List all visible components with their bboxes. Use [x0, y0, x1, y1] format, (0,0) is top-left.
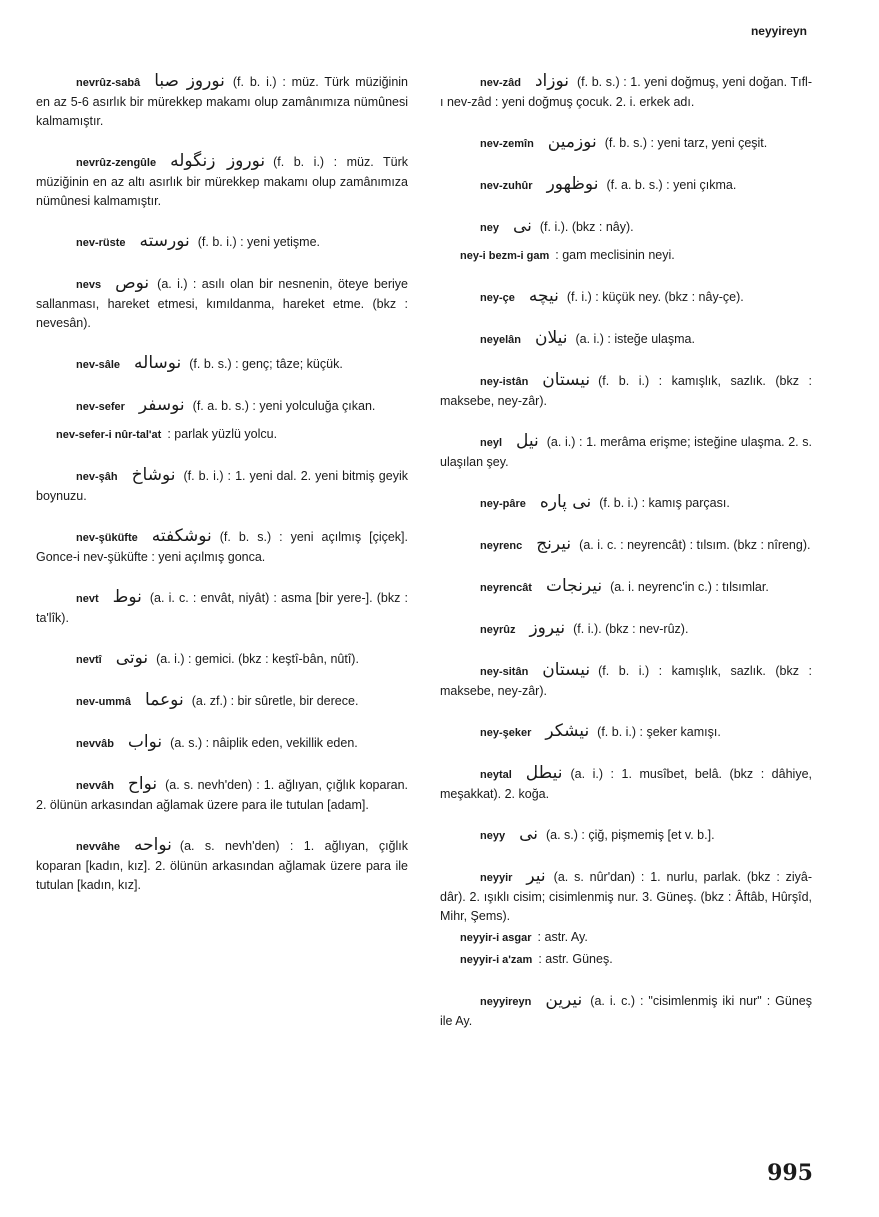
entry-arabic-script: نيروز — [529, 618, 566, 638]
entry-headword: nevs — [76, 279, 102, 291]
entry-arabic-script: نوط — [112, 587, 142, 607]
entry-definition: (f. i.) : küçük ney. (bkz : nây-çe). — [566, 290, 744, 304]
dictionary-entry — [36, 232, 408, 253]
entry-arabic-script: نوزاد — [534, 71, 569, 91]
entry-arabic-script: نوص — [115, 273, 150, 293]
entry-headword: nev-şüküfte — [76, 532, 138, 544]
dictionary-entry — [440, 991, 812, 1031]
dictionary-entry — [36, 691, 408, 712]
entry-arabic-script: نيستان — [542, 660, 591, 680]
dictionary-subentry — [440, 950, 812, 970]
entry-headword: neyyir — [480, 872, 513, 884]
dictionary-entry — [440, 825, 812, 846]
page-number: 995 — [767, 1160, 813, 1186]
right-column — [440, 72, 812, 1052]
entry-definition: (a. i.) : 1. musîbet, belâ. (bkz : dâhiye, meşakkat). 2. koğa. — [440, 767, 812, 801]
dictionary-entry — [440, 577, 812, 598]
entry-definition: (a. s.) : çiğ, pişmemiş [et v. b.]. — [545, 828, 715, 842]
entry-arabic-script: نيشكر — [545, 721, 590, 741]
entry-headword: ney-pâre — [480, 498, 526, 510]
entry-arabic-script: نوعما — [145, 690, 184, 710]
entry-headword: nevt — [76, 593, 99, 605]
dictionary-entry — [440, 287, 812, 308]
dictionary-entry — [440, 722, 812, 743]
entry-headword: neyrenc — [480, 540, 523, 552]
entry-headword: nevrûz-zengûle — [76, 157, 157, 169]
entry-definition: (a. i.) : asılı olan bir nesnenin, öteye beriye sallanması, hareket etmesi, kımıldanma, hareket etme. (bkz : nevesân). — [36, 277, 408, 330]
dictionary-entry — [36, 588, 408, 628]
entry-arabic-script: نيطل — [525, 763, 563, 783]
dictionary-entry — [440, 133, 812, 154]
entry-headword: ney-şeker — [480, 727, 532, 739]
dictionary-subentry — [440, 246, 812, 266]
running-head: neyyireyn — [750, 24, 807, 38]
entry-definition: (a. s. nûr'dan) : 1. nurlu, parlak. (bkz : ziyâ-dâr). 2. ışıklı cisim; cisimlenmiş nur. 3. Güneş. (bkz : Âftâb, Hûrşîd, Mihr, Şems). — [440, 870, 812, 923]
entry-headword: nevrûz-sabâ — [76, 77, 141, 89]
entry-headword: neyyir-i asgar — [460, 932, 532, 944]
dictionary-entry — [440, 867, 812, 926]
entry-headword: nev-zâd — [480, 77, 521, 89]
entry-headword: nev-rüste — [76, 237, 126, 249]
entry-headword: nev-şâh — [76, 471, 118, 483]
entry-arabic-script: نوظهور — [546, 174, 599, 194]
entry-headword: nev-ummâ — [76, 696, 132, 708]
entry-definition: (f. b. i.) : yeni yetişme. — [197, 235, 321, 249]
entry-headword: nev-zemîn — [480, 138, 534, 150]
entry-headword: nevvâb — [76, 738, 114, 750]
entry-headword: neyrencât — [480, 582, 532, 594]
entry-arabic-script: نوروز صبا — [154, 71, 225, 91]
entry-headword: ney-i bezm-i gam — [460, 250, 550, 262]
entry-headword: neyyireyn — [480, 996, 532, 1008]
entry-headword: neytal — [480, 769, 512, 781]
dictionary-entry — [440, 764, 812, 804]
entry-definition: (f. b. s.) : yeni tarz, yeni çeşit. — [604, 136, 768, 150]
entry-arabic-script: نيل — [516, 431, 539, 451]
entry-definition: (a. i.) : isteğe ulaşma. — [575, 332, 695, 346]
entry-headword: neyyir-i a'zam — [460, 954, 533, 966]
entry-definition: (f. i.). (bkz : nev-rûz). — [573, 622, 689, 636]
dictionary-entry — [36, 649, 408, 670]
entry-arabic-script: نى — [519, 824, 538, 844]
dictionary-entry — [36, 152, 408, 211]
entry-arabic-script: نوشاخ — [131, 465, 176, 485]
entry-definition: (a. i.) : 1. merâma erişme; isteğine ulaşma. 2. s. ulaşılan şey. — [440, 435, 812, 469]
entry-arabic-script: نيستان — [542, 370, 591, 390]
dictionary-entry — [36, 274, 408, 333]
entry-definition: (f. b. i.) : 1. yeni dal. 2. yeni bitmiş geyik boynuzu. — [36, 469, 408, 503]
entry-arabic-script: نواب — [127, 732, 163, 752]
entry-definition: (a. i. c. : neyrencât) : tılsım. (bkz : nîreng). — [579, 538, 811, 552]
dictionary-entry — [440, 493, 812, 514]
entry-arabic-script: نوساله — [134, 353, 182, 373]
entry-arabic-script: نوتى — [115, 648, 149, 668]
dictionary-subentry — [36, 425, 408, 445]
entry-arabic-script: نيچه — [528, 286, 559, 306]
entry-headword: nev-sâle — [76, 359, 121, 371]
dictionary-entry — [440, 432, 812, 472]
entry-arabic-script: نورسته — [139, 231, 190, 251]
entry-definition: (a. s. nevh'den) : 1. ağlıyan, çığlık koparan. 2. ölünün arkasından ağlamak üzere para ile tutulan [adam]. — [36, 778, 408, 812]
entry-arabic-script: نى — [512, 216, 532, 236]
dictionary-entry — [36, 396, 408, 417]
entry-headword: neyelân — [480, 334, 521, 346]
entry-headword: nev-sefer-i nûr-tal'at — [56, 429, 162, 441]
dictionary-subentry — [440, 928, 812, 948]
dictionary-entry — [440, 535, 812, 556]
entry-definition: : parlak yüzlü yolcu. — [167, 427, 278, 441]
dictionary-entry — [36, 466, 408, 506]
entry-headword: nevtî — [76, 654, 102, 666]
entry-definition: (f. a. b. s.) : yeni yolculuğa çıkan. — [192, 399, 376, 413]
entry-arabic-script: نيرين — [545, 990, 583, 1010]
entry-headword: nevvâhe — [76, 841, 121, 853]
left-column — [36, 72, 408, 916]
dictionary-entry — [440, 371, 812, 411]
dictionary-entry — [440, 619, 812, 640]
dictionary-entry — [36, 836, 408, 895]
entry-headword: ney-sitân — [480, 666, 529, 678]
entry-headword: ney-çe — [480, 292, 515, 304]
entry-definition: (a. i. c. : envât, niyât) : asma [bir yere-]. (bkz : ta'lîk). — [36, 591, 408, 625]
entry-definition: (a. i.) : gemici. (bkz : keştî-bân, nûtî). — [156, 652, 359, 666]
dictionary-entry — [440, 175, 812, 196]
entry-arabic-script: نوروز زنگوله — [170, 151, 266, 171]
entry-definition: (f. b. i.) : müz. Türk müziğinin en az 5-6 asırlık bir mürekkep makamı olup zamânımıza nümûnesi kalmamıştır. — [36, 75, 409, 128]
dictionary-entry — [440, 72, 812, 112]
entry-arabic-script: نيلان — [534, 328, 568, 348]
dictionary-entry — [440, 661, 812, 701]
entry-definition: (a. s. nevh'den) : 1. ağlıyan, çığlık koparan [kadın, kız]. 2. ölünün arkasından ağlamak üzere para ile tutulan [kadın, kız]. — [36, 839, 408, 892]
entry-definition: (a. i. neyrenc'in c.) : tılsımlar. — [610, 580, 769, 594]
entry-definition: (f. a. b. s.) : yeni çıkma. — [606, 178, 737, 192]
entry-headword: nev-sefer — [76, 401, 125, 413]
entry-headword: neyy — [480, 830, 506, 842]
dictionary-entry — [36, 775, 408, 815]
entry-headword: nevvâh — [76, 780, 114, 792]
entry-definition: (f. b. s.) : 1. yeni doğmuş, yeni doğan. Tıfl-ı nev-zâd : yeni doğmuş çocuk. 2. i. erkek adı. — [440, 75, 812, 109]
entry-headword: nev-zuhûr — [480, 180, 533, 192]
entry-arabic-script: نوشکفته — [151, 526, 212, 546]
entry-definition: (f. b. i.) : kamışlık, sazlık. (bkz : maksebe, ney-zâr). — [440, 374, 812, 408]
entry-definition: : gam meclisinin neyi. — [555, 248, 675, 262]
dictionary-entry — [36, 72, 408, 131]
entry-definition: (a. i. c.) : "cisimlenmiş iki nur" : Güneş ile Ay. — [440, 994, 812, 1028]
entry-definition: (f. b. i.) : müz. Türk müziğinin en az altı asırlık bir mürekkep makamı olup zamânımıza nümûnesi kalmamıştır. — [36, 155, 408, 208]
entry-definition: (f. b. i.) : kamış parçası. — [599, 496, 730, 510]
entry-definition: : astr. Güneş. — [538, 952, 613, 966]
entry-arabic-script: نى پاره — [539, 492, 592, 512]
entry-definition: : astr. Ay. — [537, 930, 588, 944]
entry-definition: (a. s.) : nâiplik eden, vekillik eden. — [170, 736, 358, 750]
entry-definition: (f. b. s.) : yeni açılmış [çiçek]. Gonce-i nev-şüküfte : yeni açılmış gonca. — [36, 530, 408, 564]
entry-arabic-script: نوسفر — [138, 395, 185, 415]
entry-definition: (f. b. s.) : genç; tâze; küçük. — [189, 357, 343, 371]
entry-headword: neyrûz — [480, 624, 516, 636]
entry-definition: (f. b. i.) : kamışlık, sazlık. (bkz : maksebe, ney-zâr). — [440, 664, 812, 698]
entry-arabic-script: نيرنج — [536, 534, 572, 554]
entry-arabic-script: نير — [526, 866, 546, 886]
entry-headword: ney — [480, 222, 499, 234]
entry-arabic-script: نواحه — [134, 835, 172, 855]
entry-headword: ney-istân — [480, 376, 529, 388]
dictionary-entry — [36, 733, 408, 754]
entry-headword: neyl — [480, 437, 503, 449]
dictionary-entry — [440, 217, 812, 238]
entry-definition: (f. i.). (bkz : nây). — [539, 220, 634, 234]
dictionary-entry — [36, 527, 408, 567]
entry-arabic-script: نواح — [127, 774, 158, 794]
entry-definition: (a. zf.) : bir sûretle, bir derece. — [191, 694, 359, 708]
entry-arabic-script: نوزمين — [547, 132, 597, 152]
dictionary-entry — [440, 329, 812, 350]
entry-arabic-script: نيرنجات — [545, 576, 603, 596]
dictionary-entry — [36, 354, 408, 375]
entry-definition: (f. b. i.) : şeker kamışı. — [597, 725, 721, 739]
